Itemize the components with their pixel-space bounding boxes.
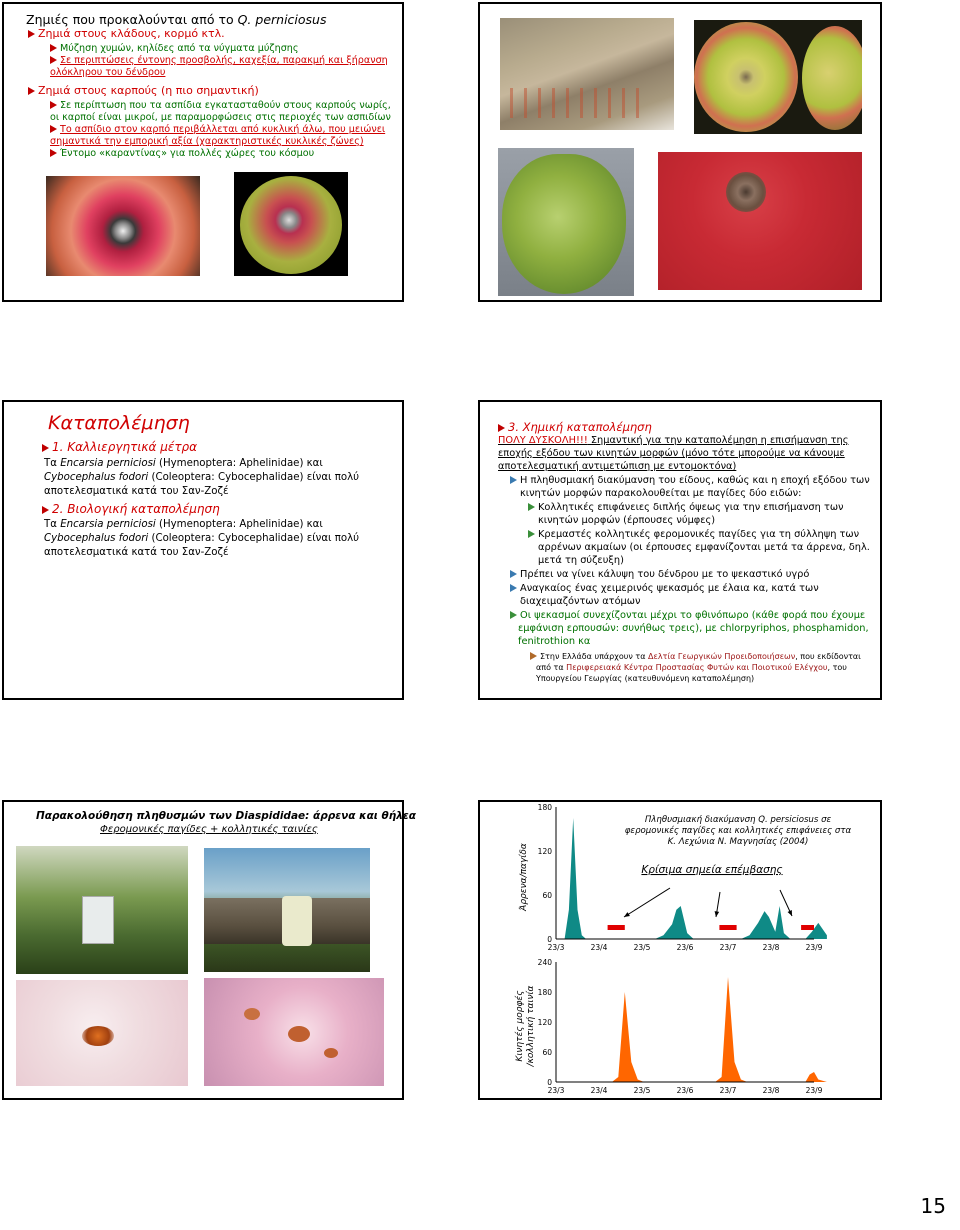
sub-bullet: Κολλητικές επιφάνειες διπλής όψεως για την επισήμανση των xyxy=(528,502,844,514)
photo-fruit-scale-2 xyxy=(234,172,348,276)
chart-2-x-tick-label: 23/6 xyxy=(676,1086,694,1095)
bullet-cont: κινητών μορφών παρακολουθείται με παγίδες δύο ειδών: xyxy=(520,488,802,499)
critical-points-annotation: Κρίσιμα σημεία επέμβασης xyxy=(641,864,783,876)
critical-point-bar xyxy=(608,925,625,930)
chart-2-x-tick-label: 23/7 xyxy=(719,1086,737,1095)
slide-photos xyxy=(478,2,882,302)
slide-title: Καταπολέμηση xyxy=(48,412,190,434)
text-line: ΠΟΛΥ ΔΥΣΚΟΛΗ!!! Σημαντική για την καταπολέμηση η επισήμανση της xyxy=(498,435,849,446)
sub-bullet: Μύζηση χυμών, κηλίδες από τα νύγματα μύζησης xyxy=(50,43,299,55)
sub-bullet-cont: Υπουργείου Γεωργίας (κατευθυνόμενη καταπολέμηση) xyxy=(536,674,755,683)
photo-pheromone-trap xyxy=(16,846,188,974)
section-heading-cultural: 1. Καλλιεργητικά μέτρα xyxy=(42,440,197,454)
arrow-bullet-icon xyxy=(50,149,57,157)
arrow-bullet-icon xyxy=(42,506,49,514)
chart-2-x-tick-label: 23/5 xyxy=(633,1086,651,1095)
population-charts xyxy=(480,802,880,1098)
chart-1-x-tick-label: 23/4 xyxy=(590,943,608,952)
photo-apples xyxy=(694,20,862,134)
photo-scale-closeup xyxy=(658,152,862,290)
arrow-bullet-icon xyxy=(28,87,35,95)
slide-control xyxy=(2,400,404,700)
chart-1-x-tick-label: 23/3 xyxy=(547,943,565,952)
arrow-bullet-icon xyxy=(50,44,57,52)
critical-point-bar xyxy=(719,925,736,930)
slide-title: Παρακολούθηση πληθυσμών των Diaspididae: άρρενα και θήλεα xyxy=(36,810,416,822)
arrow-bullet-icon xyxy=(510,570,517,578)
bullet: Η πληθυσμιακή διακύμανση του είδους, καθώς και η εποχή εξόδου των xyxy=(510,475,870,487)
arrow-bullet-icon xyxy=(50,125,57,133)
bullet-cont: εμφάνιση ερπουσών: συνήθως τρεις), με chlorpyriphos, phosphamidon, xyxy=(518,623,869,634)
sub-bullet-cont: από τα Περιφερειακά Κέντρα Προστασίας Φυτών και Ποιοτικού Ελέγχου, του xyxy=(536,663,847,672)
section-heading-biological: 2. Βιολογική καταπολέμηση xyxy=(42,502,220,516)
chart-1-y-tick-label: 0 xyxy=(547,935,552,944)
bullet-branch-damage: Ζημιά στους κλάδους, κορμό κτλ. xyxy=(28,28,225,40)
bullet: Πρέπει να γίνει κάλυψη του δένδρου με το ψεκαστικό υγρό xyxy=(510,569,809,581)
chart-1-y-label: Άρρενα/παγίδα xyxy=(519,843,529,911)
chart-1-y-tick-label: 60 xyxy=(542,891,552,900)
chart-title-line: Πληθυσμιακή διακύμανση Q. persiciosus σε xyxy=(644,815,832,825)
arrow-bullet-icon xyxy=(50,56,57,64)
annotation-arrow xyxy=(624,888,670,917)
sub-bullet-cont: αρρένων ακμαίων (οι έρπουσες εμφανίζονται μετά τα άρρενα, δηλ. xyxy=(538,542,870,553)
photo-microscope-1 xyxy=(16,980,188,1086)
text-line: αποτελεσματική αντιμετώπιση με εντομοκτόνα) xyxy=(498,461,737,472)
photo-pear xyxy=(498,148,634,296)
bullet-cont: διαχειμαζόντων ατόμων xyxy=(520,596,641,607)
sub-bullet: Κρεμαστές κολλητικές φερομονικές παγίδες για τη σύλληψη των xyxy=(528,529,859,541)
bullet: Αναγκαίος ένας χειμερινός ψεκασμός με έλαια κα, κατά των xyxy=(510,583,819,595)
arrow-bullet-icon xyxy=(510,584,517,592)
arrow-bullet-icon xyxy=(510,476,517,484)
slide-charts xyxy=(478,800,882,1100)
arrow-bullet-icon xyxy=(528,530,535,538)
chart-2-x-tick-label: 23/3 xyxy=(547,1086,565,1095)
paragraph-line: Τα Encarsia perniciosi (Hymenoptera: Aphelinidae) και xyxy=(44,458,323,469)
paragraph-line: αποτελεσματικά κατά του Σαν-Ζοζέ xyxy=(44,486,229,497)
slide-chemical-control xyxy=(478,400,882,700)
photo-branch-scale xyxy=(500,18,674,130)
sub-bullet-cont: μετά τη σύζευξη) xyxy=(538,555,624,566)
sub-bullet: Έντομο «καραντίνας» για πολλές χώρες του κόσμου xyxy=(50,148,314,160)
arrow-bullet-icon xyxy=(530,652,537,660)
bullet-cont: fenitrothion κα xyxy=(518,636,591,647)
paragraph-line: Τα Encarsia perniciosi (Hymenoptera: Aphelinidae) και xyxy=(44,519,323,530)
bullet: Οι ψεκασμοί συνεχίζονται μέχρι το φθινόπωρο (κάθε φορά που έχουμε xyxy=(510,610,865,622)
bullet-fruit-damage: Ζημιά στους καρπούς (η πιο σημαντική) xyxy=(28,85,259,97)
chart-2-area xyxy=(556,977,827,1082)
chart-2-y-tick-label: 60 xyxy=(542,1048,552,1057)
chart-title-line: φερομονικές παγίδες και κολλητικές επιφάνειες στα xyxy=(624,826,852,836)
chart-2-x-tick-label: 23/9 xyxy=(805,1086,823,1095)
photo-microscope-2 xyxy=(204,978,384,1086)
chart-2-y-tick-label: 180 xyxy=(537,988,552,997)
chart-2-y-tick-label: 240 xyxy=(537,958,552,967)
sub-bullet-cont: σημαντικά την εμπορική αξία (χαρακτηριστικές κυκλικές ζώνες) xyxy=(50,136,364,147)
critical-point-bar xyxy=(801,925,814,930)
arrow-bullet-icon xyxy=(510,611,517,619)
chart-2-y-tick-label: 0 xyxy=(547,1078,552,1087)
chart-2-y-label: Κινητές μορφές xyxy=(515,990,525,1062)
chart-1-x-tick-label: 23/7 xyxy=(719,943,737,952)
slide-title: 3. Χημική καταπολέμηση xyxy=(498,420,652,434)
sub-bullet-cont: ολόκληρου του δένδρου xyxy=(50,67,166,78)
chart-1-x-tick-label: 23/6 xyxy=(676,943,694,952)
paragraph-line: Cybocephalus fodori (Coleoptera: Cybocephalidae) είναι πολύ xyxy=(44,533,360,544)
photo-sticky-band xyxy=(204,848,370,972)
chart-2-y-tick-label: 120 xyxy=(537,1018,552,1027)
slide-monitoring xyxy=(2,800,416,1100)
arrowhead-icon xyxy=(624,912,630,917)
arrow-bullet-icon xyxy=(528,503,535,511)
sub-bullet: Σε περίπτωση που τα ασπίδια εγκατασταθούν στους καρπούς νωρίς, xyxy=(50,100,391,112)
slide-subtitle: Φερομονικές παγίδες + κολλητικές ταινίες xyxy=(100,824,318,835)
slide-title: Ζημιές που προκαλούνται από το Q. perniciosus xyxy=(26,12,327,27)
text-line: εποχής εξόδου των κινητών μορφών (μόνο τότε μπορούμε να κάνουμε xyxy=(498,448,845,459)
chart-2-x-tick-label: 23/4 xyxy=(590,1086,608,1095)
slide-damage xyxy=(2,2,404,302)
chart-1-y-tick-label: 180 xyxy=(537,803,552,812)
chart-2-x-tick-label: 23/8 xyxy=(762,1086,780,1095)
arrow-bullet-icon xyxy=(498,424,505,432)
sub-bullet: Σε περιπτώσεις έντονης προσβολής, καχεξία, παρακμή και ξήρανση xyxy=(50,55,388,67)
arrow-bullet-icon xyxy=(50,101,57,109)
sub-bullet: Το ασπίδιο στον καρπό περιβάλλεται από κυκλική άλω, που μειώνει xyxy=(50,124,385,136)
chart-2-y-label: /κολλητική ταινία xyxy=(526,985,536,1067)
chart-1-x-tick-label: 23/9 xyxy=(805,943,823,952)
paragraph-line: αποτελεσματικά κατά του Σαν-Ζοζέ xyxy=(44,547,229,558)
sub-bullet-cont: κινητών μορφών (έρπουσες νύμφες) xyxy=(538,515,716,526)
photo-fruit-scale-1 xyxy=(46,176,200,276)
page-number: 15 xyxy=(920,1194,946,1218)
paragraph-line: Cybocephalus fodori (Coleoptera: Cybocephalidae) είναι πολύ xyxy=(44,472,360,483)
chart-1-y-tick-label: 120 xyxy=(537,847,552,856)
sub-bullet: Στην Ελλάδα υπάρχουν τα Δελτία Γεωργικών Προειδοποιήσεων, που εκδίδονται xyxy=(530,651,861,662)
chart-title-line: Κ. Λεχώνια Ν. Μαγνησίας (2004) xyxy=(667,837,809,847)
arrowhead-icon xyxy=(715,911,720,917)
arrow-bullet-icon xyxy=(42,444,49,452)
chart-1-x-tick-label: 23/5 xyxy=(633,943,651,952)
arrow-bullet-icon xyxy=(28,30,35,38)
sub-bullet-cont: οι καρποί είναι μικροί, με παραμορφώσεις στις περιοχές των ασπιδίων xyxy=(50,112,391,123)
chart-1-x-tick-label: 23/8 xyxy=(762,943,780,952)
